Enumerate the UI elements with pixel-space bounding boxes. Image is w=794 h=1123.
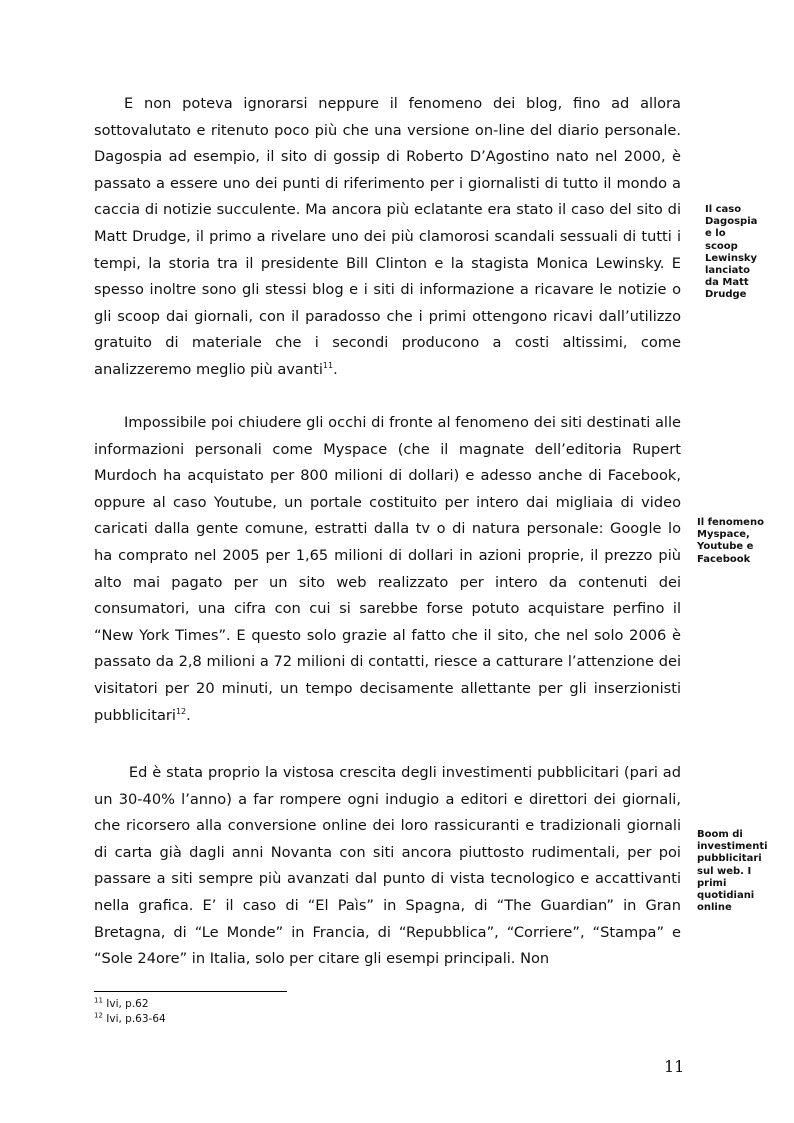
margin-note-boom — [697, 829, 768, 914]
margin-note-line: investimenti — [697, 841, 768, 853]
margin-note-line: Dagospia — [705, 216, 758, 228]
footnote-ref[interactable]: 11 — [322, 361, 334, 371]
footnote-number: 12 — [94, 1011, 103, 1020]
margin-note-dagospia — [705, 204, 757, 302]
paragraph-1 — [94, 91, 681, 384]
margin-note-line: e lo — [705, 228, 726, 240]
paragraph-2 — [94, 410, 681, 729]
paragraph-text: Ed è stata proprio la vistosa crescita degli investimenti pubblicitari (pari ad un 30-40% l’anno) a far rompere ogni indugio a editori e direttori dei giornali, che ricorsero alla conversione online dei loro rassicuranti e tradizionali giornali di carta già dagli anni Novanta con siti ancora piuttosto rudimentali, per poi passare a siti sempre più avanzati dal punto di vista tecnologico e accattivanti nella grafica. E’ il caso di “El Paìs” in Spagna, di “The Guardian” in Gran Bretagna, di “Le Monde” in Francia, di “Repubblica”, “Corriere”, “Stampa” e “Sole 24ore” in Italia, solo per citare gli esempi principali. Non — [94, 764, 681, 968]
margin-note-line: sul web. I — [697, 865, 752, 877]
margin-note-line: primi — [697, 877, 727, 889]
margin-note-line: Youtube e — [697, 541, 754, 553]
paragraph-text: Impossibile poi chiudere gli occhi di fronte al fenomeno dei siti destinati alle informazioni personali come Myspace (che il magnate dell’editoria Rupert Murdoch ha acquistato per 800 milioni di dollari) e adesso anche di Facebook, oppure al caso Youtube, un portale costituito per intero dai migliaia di video caricati dalla gente comune, estratti dalla tv o di natura personale: Google lo ha comprato nel 2005 per 1,65 milioni di dollari in azioni proprie, il prezzo più alto mai pagato per un sito web realizzato per intero da contenuti dei consumatori, una cifra con cui si sarebbe forse potuto acquistare perfino il “New York Times”. E questo solo grazie al fatto che il sito, che nel solo 2006 è passato da 2,8 milioni a 72 milioni di contatti, riesce a catturare l’attenzione dei visitatori per 20 minuti, un tempo decisamente allettante per gli inserzionisti pubblicitari — [94, 414, 681, 724]
paragraph-3 — [94, 760, 681, 973]
footnote-number: 11 — [94, 996, 103, 1005]
page-number: 11 — [664, 1057, 685, 1076]
margin-note-line: da Matt — [705, 277, 749, 289]
footnote-12 — [94, 1012, 166, 1027]
margin-note-line: Lewinsky — [705, 252, 758, 264]
footnote-text: Ivi, p.63-64 — [102, 1013, 166, 1025]
footnotes — [94, 997, 166, 1027]
margin-note-line: Boom di — [697, 829, 743, 840]
margin-note-line: quotidiani — [697, 890, 755, 902]
footnote-text: Ivi, p.62 — [102, 998, 149, 1010]
margin-note-line: scoop — [705, 240, 738, 252]
margin-note-line: Il caso — [705, 204, 742, 215]
margin-note-line: online — [697, 902, 732, 914]
footnote-11 — [94, 997, 166, 1012]
footnote-divider — [94, 991, 287, 992]
margin-note-line: lanciato — [705, 265, 751, 277]
margin-note-myspace — [697, 517, 764, 566]
margin-note-line: Drudge — [705, 289, 747, 301]
footnote-ref[interactable]: 12 — [175, 706, 187, 716]
margin-note-line: Il fenomeno — [697, 517, 764, 528]
margin-note-line: Facebook — [697, 553, 751, 565]
paragraph-tail: . — [333, 360, 338, 378]
margin-note-line: Myspace, — [697, 529, 750, 541]
paragraph-text: E non poteva ignorarsi neppure il fenomeno dei blog, fino ad allora sottovalutato e ritenuto poco più che una versione on-line del diario personale. Dagospia ad esempio, il sito di gossip di Roberto D’Agostino nato nel 2000, è passato a essere uno dei punti di riferimento per i giornalisti di tutto il mondo a caccia di notizie succulente. Ma ancora più eclatante era stato il caso del sito di Matt Drudge, il primo a rivelare uno dei più clamorosi scandali sessuali di tutti i tempi, la storia tra il presidente Bill Clinton e la stagista Monica Lewinsky. E spesso inoltre sono gli stessi blog e i siti di informazione a ricavare le notizie o gli scoop dai giornali, con il paradosso che i primi ottengono ricavi dall’utilizzo gratuito di materiale che i secondi producono a costi altissimi, come analizzeremo meglio più avanti — [94, 95, 681, 378]
paragraph-tail: . — [186, 706, 191, 724]
margin-note-line: pubblicitari — [697, 853, 762, 865]
